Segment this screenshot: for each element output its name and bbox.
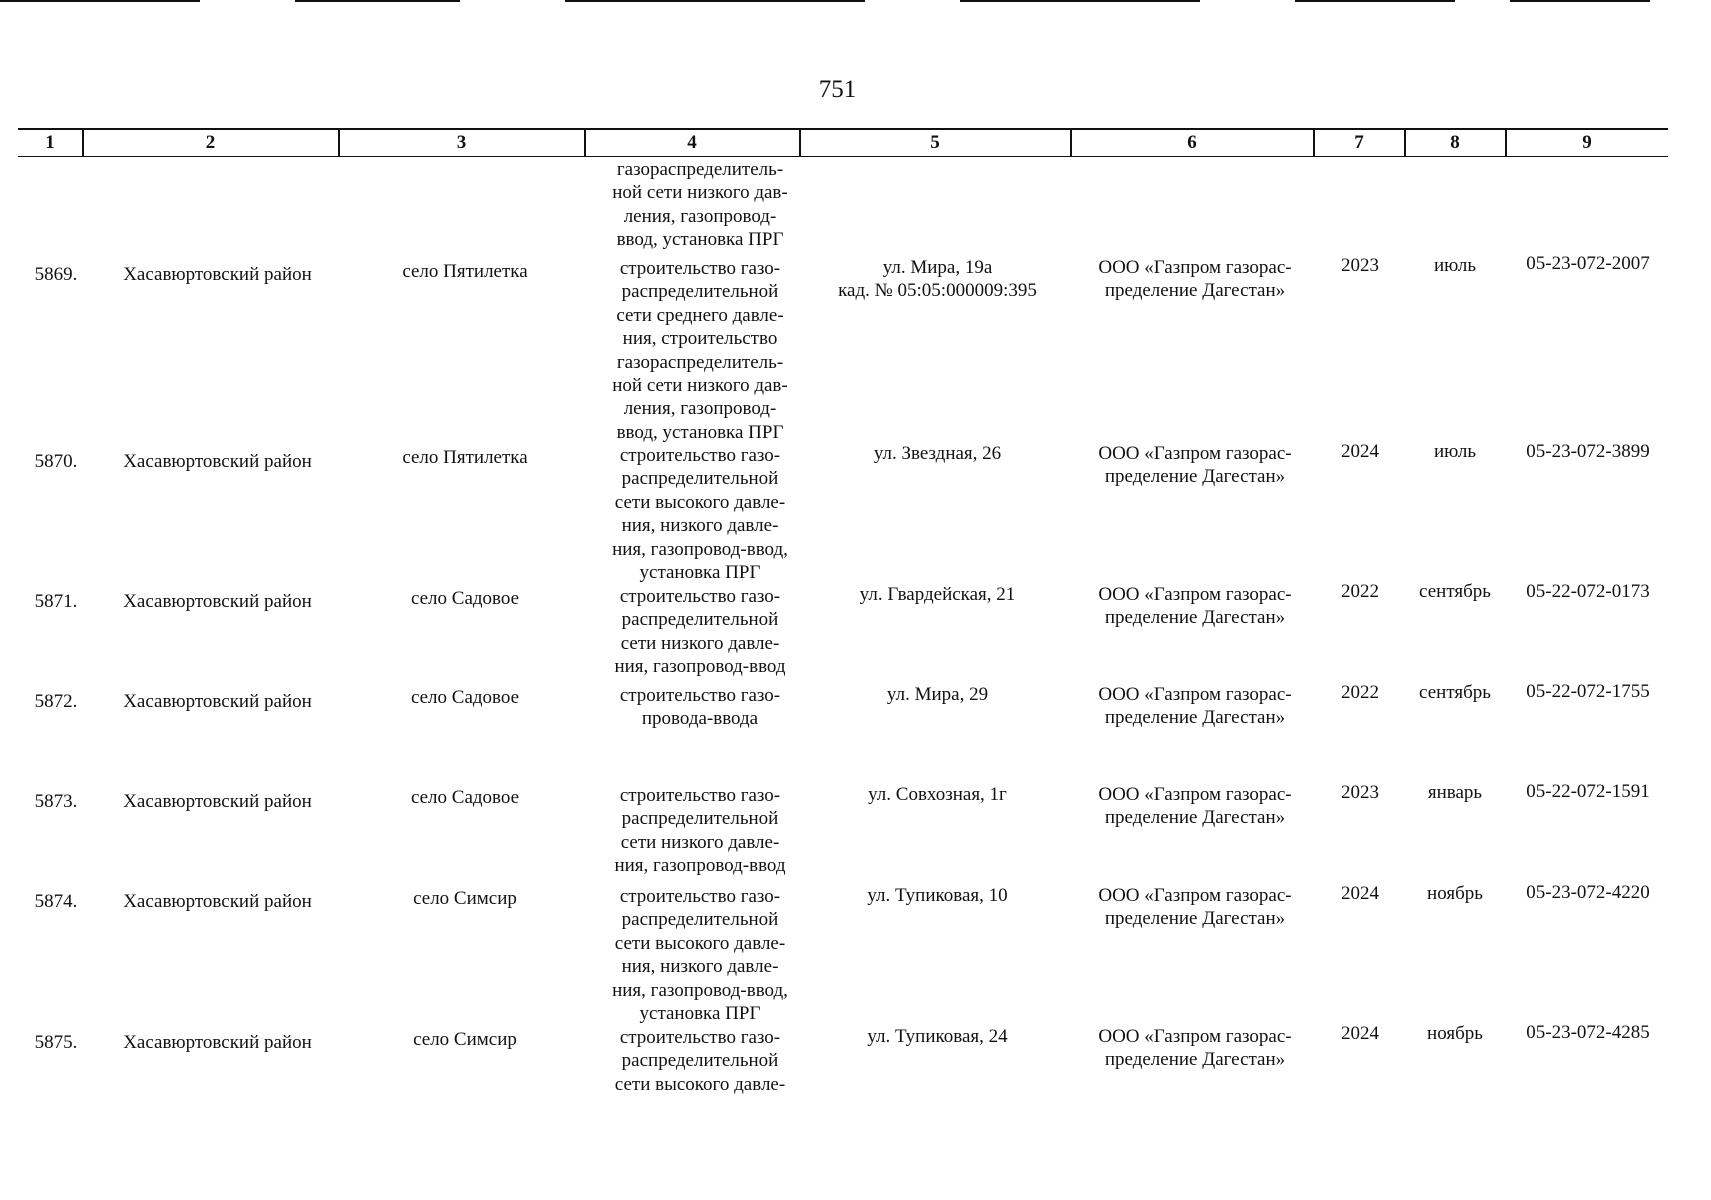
column-header-4: 4 bbox=[687, 132, 697, 153]
column-header-3: 3 bbox=[456, 132, 467, 153]
work-description-cell: строительство газо- распределительной сети низкого давле- ния, газопровод-ввод bbox=[614, 785, 786, 877]
address-cell: ул. Мира, 29 bbox=[886, 684, 989, 705]
district-cell: Хасавюртовский район bbox=[123, 451, 312, 472]
work-description-cell: строительство газо- распределительной сети среднего давле- ния, строительство газораспределитель- ной сети низкого дав- ления, газопровод- ввод, установка ПРГ bbox=[612, 258, 788, 443]
organization-cell: ООО «Газпром газорас- пределение Дагестан» bbox=[1098, 257, 1292, 302]
column-header-9: 9 bbox=[1582, 132, 1592, 153]
code-cell: 05-23-072-4220 bbox=[1526, 882, 1650, 903]
settlement-cell: село Садовое bbox=[410, 588, 520, 609]
work-description-cell: строительство газо- распределительной сети высокого давле- ния, низкого давле- ния, газопровод-ввод, установка ПРГ bbox=[612, 445, 788, 584]
district-cell: Хасавюртовский район bbox=[123, 264, 312, 285]
top-scan-rule bbox=[0, 0, 200, 2]
year-cell: 2022 bbox=[1341, 682, 1379, 703]
organization-cell: ООО «Газпром газорас- пределение Дагестан» bbox=[1098, 684, 1292, 729]
code-cell: 05-22-072-1755 bbox=[1526, 681, 1650, 702]
work-description-cell: строительство газо- распределительной сети высокого давле- ния, низкого давле- ния, газопровод-ввод, установка ПРГ bbox=[612, 886, 788, 1025]
settlement-cell: село Симсир bbox=[413, 1029, 517, 1050]
organization-cell: ООО «Газпром газорас- пределение Дагестан» bbox=[1098, 784, 1292, 829]
month-cell: ноябрь bbox=[1427, 1023, 1483, 1044]
settlement-cell: село Садовое bbox=[410, 787, 520, 808]
month-cell: сентябрь bbox=[1419, 682, 1491, 703]
organization-cell: ООО «Газпром газорас- пределение Дагестан» bbox=[1098, 584, 1292, 629]
district-cell: Хасавюртовский район bbox=[123, 1032, 312, 1053]
district-cell: Хасавюртовский район bbox=[123, 791, 312, 812]
column-header-2: 2 bbox=[205, 132, 216, 153]
settlement-cell: село Пятилетка bbox=[402, 261, 528, 282]
work-description-cell: строительство газо- провода-ввода bbox=[619, 685, 781, 730]
row-number: 5874. bbox=[34, 891, 78, 912]
address-cell: ул. Тупиковая, 24 bbox=[867, 1026, 1008, 1047]
top-scan-rule bbox=[295, 0, 460, 2]
address-cell: ул. Мира, 19а кад. № 05:05:000009:395 bbox=[838, 257, 1037, 302]
district-cell: Хасавюртовский район bbox=[123, 691, 312, 712]
settlement-cell: село Садовое bbox=[410, 687, 520, 708]
row-number: 5870. bbox=[34, 451, 78, 472]
settlement-cell: село Симсир bbox=[413, 888, 517, 909]
column-header-7: 7 bbox=[1354, 132, 1364, 153]
organization-cell: ООО «Газпром газорас- пределение Дагестан» bbox=[1098, 1026, 1292, 1071]
page-number: 751 bbox=[818, 76, 857, 103]
work-description-cell: строительство газо- распределительной сети низкого давле- ния, газопровод-ввод bbox=[614, 586, 786, 678]
address-cell: ул. Звездная, 26 bbox=[873, 443, 1002, 464]
row-number: 5872. bbox=[34, 691, 78, 712]
row-number: 5875. bbox=[34, 1032, 78, 1053]
top-scan-rule bbox=[1295, 0, 1455, 2]
district-cell: Хасавюртовский район bbox=[123, 891, 312, 912]
row-number: 5871. bbox=[34, 591, 78, 612]
month-cell: сентябрь bbox=[1419, 581, 1491, 602]
code-cell: 05-23-072-2007 bbox=[1526, 253, 1650, 274]
row-number: 5869. bbox=[34, 264, 78, 285]
code-cell: 05-23-072-3899 bbox=[1526, 441, 1650, 462]
year-cell: 2023 bbox=[1341, 782, 1379, 803]
code-cell: 05-23-072-4285 bbox=[1526, 1022, 1650, 1043]
month-cell: ноябрь bbox=[1427, 883, 1483, 904]
top-scan-rule bbox=[1510, 0, 1650, 2]
address-cell: ул. Тупиковая, 10 bbox=[867, 885, 1008, 906]
code-cell: 05-22-072-0173 bbox=[1526, 581, 1650, 602]
address-cell: ул. Гвардейская, 21 bbox=[859, 584, 1016, 605]
settlement-cell: село Пятилетка bbox=[402, 447, 528, 468]
previous-row-continuation: газораспределитель- ной сети низкого дав- ления, газопровод- ввод, установка ПРГ bbox=[612, 159, 788, 251]
year-cell: 2024 bbox=[1341, 441, 1379, 462]
column-header-8: 8 bbox=[1450, 132, 1460, 153]
column-header-1: 1 bbox=[45, 132, 55, 153]
work-description-cell: строительство газо- распределительной сети высокого давле- bbox=[614, 1027, 786, 1095]
row-number: 5873. bbox=[34, 791, 78, 812]
year-cell: 2024 bbox=[1341, 883, 1379, 904]
organization-cell: ООО «Газпром газорас- пределение Дагестан» bbox=[1098, 885, 1292, 930]
district-cell: Хасавюртовский район bbox=[123, 591, 312, 612]
month-cell: июль bbox=[1433, 255, 1477, 276]
year-cell: 2024 bbox=[1341, 1023, 1379, 1044]
year-cell: 2022 bbox=[1341, 581, 1379, 602]
column-header-5: 5 bbox=[930, 132, 940, 153]
month-cell: январь bbox=[1427, 782, 1483, 803]
year-cell: 2023 bbox=[1341, 255, 1379, 276]
column-header-6: 6 bbox=[1187, 132, 1197, 153]
organization-cell: ООО «Газпром газорас- пределение Дагестан» bbox=[1098, 443, 1292, 488]
address-cell: ул. Совхозная, 1г bbox=[868, 784, 1007, 805]
code-cell: 05-22-072-1591 bbox=[1526, 781, 1650, 802]
month-cell: июль bbox=[1433, 441, 1477, 462]
top-scan-rule bbox=[960, 0, 1200, 2]
table-header bbox=[18, 128, 1668, 157]
top-scan-rule bbox=[565, 0, 865, 2]
